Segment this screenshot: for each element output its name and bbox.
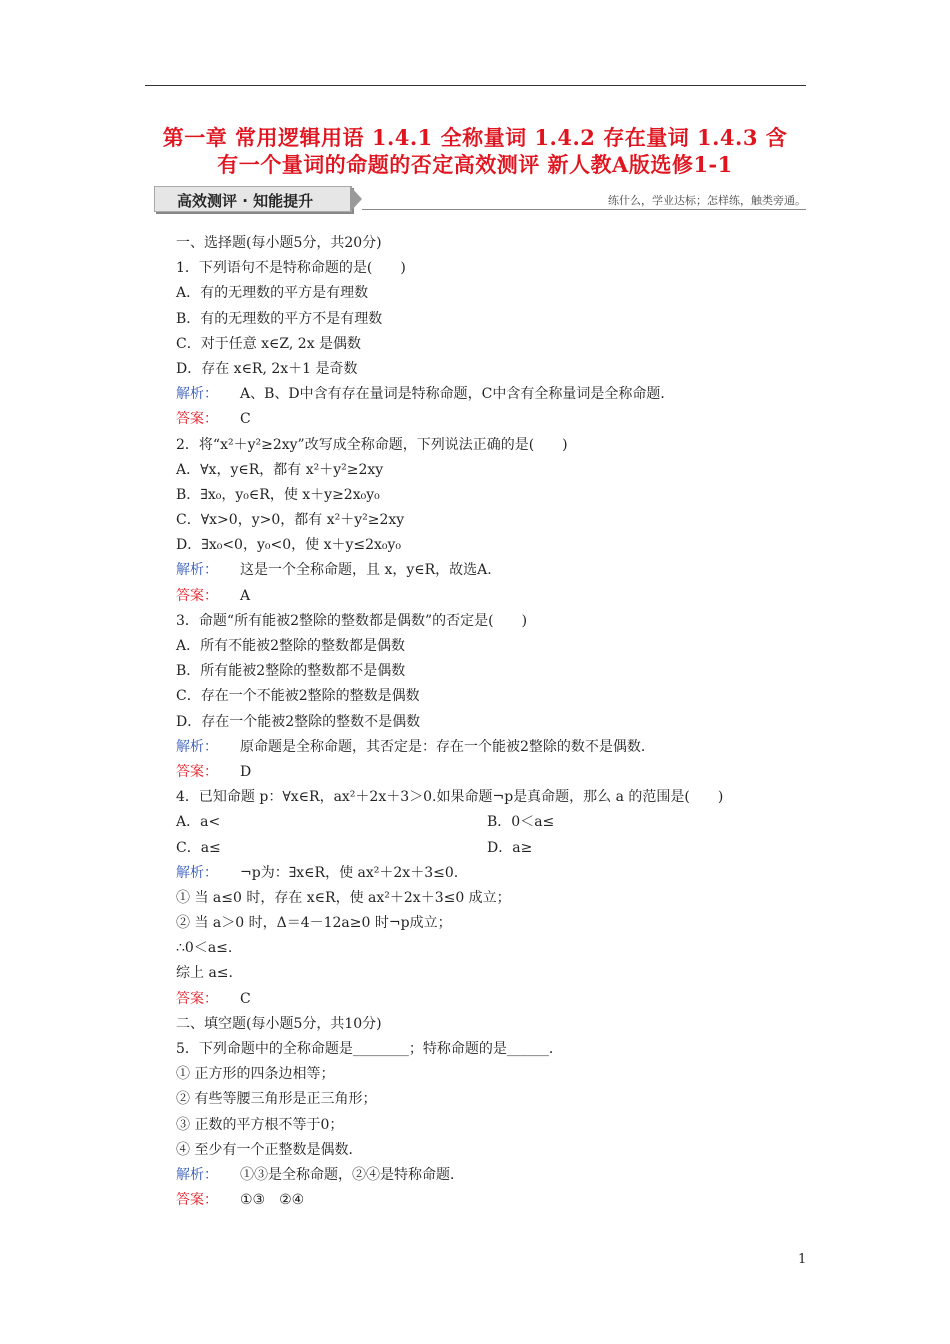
- q4-answer: [176, 987, 816, 1012]
- q4-analysis: [176, 861, 816, 886]
- q4-step-3: ∴0＜a≤.: [176, 940, 233, 957]
- q1-analysis: [176, 382, 816, 407]
- title-line-2: 有一个量词的命题的否定高效测评 新人教A版选修1-1: [217, 152, 733, 177]
- q2-option-c: C．∀x>0，y>0，都有 x²＋y²≥2xy: [176, 512, 405, 529]
- q5-answer: [176, 1188, 816, 1213]
- q5-stem: 5．下列命题中的全称命题是________；特称命题的是______．: [176, 1041, 563, 1057]
- banner-label: 高效测评 · 知能提升: [177, 192, 314, 210]
- q1-option-a: A．有的无理数的平方是有理数: [176, 285, 369, 302]
- q4-option-a: A．a<: [176, 814, 221, 831]
- q3-option-b: B．所有能被2整除的整数都不是偶数: [176, 663, 406, 680]
- banner-wedge: [350, 186, 362, 212]
- question-content: [176, 231, 816, 1213]
- q2-answer: [176, 584, 816, 609]
- analysis-label: 解析：: [176, 386, 218, 403]
- title-line-1: 第一章 常用逻辑用语 1.4.1 全称量词 1.4.2 存在量词 1.4.3 含: [162, 125, 788, 150]
- answer-label: 答案：: [176, 411, 218, 428]
- q4-stem: 4．已知命题 p：∀x∈R，ax²＋2x＋3＞0.如果命题¬p是真命题，那么 a 的范围是( ): [176, 789, 724, 806]
- q5-statement-2: ② 有些等腰三角形是正三角形；: [176, 1091, 377, 1108]
- q3-analysis-text: 原命题是全称命题，其否定是：存在一个能被2整除的数不是偶数．: [240, 738, 655, 755]
- answer-label: 答案：: [176, 763, 218, 780]
- analysis-label: 解析：: [176, 562, 218, 579]
- q4-option-c: C．a≤: [176, 839, 221, 856]
- q1-stem: 1．下列语句不是特称命题的是( ): [176, 260, 406, 277]
- q4-step-4: 综上 a≤.: [176, 965, 233, 982]
- q1-analysis-text: A、B、D中含有存在量词是特称命题，C中含有全称量词是全称命题．: [240, 386, 675, 403]
- page-number: 1: [798, 1252, 807, 1267]
- q1-option-c: C．对于任意 x∈Z, 2x 是偶数: [176, 335, 362, 352]
- analysis-label: 解析：: [176, 864, 218, 881]
- q1-answer: [176, 407, 816, 432]
- banner-box: [154, 186, 352, 212]
- q4-option-d: D．a≥: [487, 839, 533, 856]
- document-title: [140, 124, 810, 178]
- q4-step-2: ② 当 a＞0 时，Δ＝4－12a≥0 时¬p成立；: [176, 915, 452, 932]
- q2-option-d: D．∃x₀<0，y₀<0，使 x＋y≤2x₀y₀: [176, 537, 402, 554]
- q1-option-b: B．有的无理数的平方不是有理数: [176, 310, 383, 327]
- q4-options-ab: [176, 810, 816, 835]
- q3-option-c: C．存在一个不能被2整除的整数是偶数: [176, 688, 420, 705]
- q4-options-cd: [176, 836, 816, 861]
- q1-option-d: D．存在 x∈R, 2x＋1 是奇数: [176, 360, 358, 377]
- q3-answer-text: D: [240, 763, 252, 780]
- answer-label: 答案：: [176, 990, 218, 1007]
- answer-label: 答案：: [176, 1192, 218, 1209]
- q4-answer-text: C: [240, 990, 251, 1007]
- section-banner: [150, 186, 806, 212]
- q5-analysis: [176, 1163, 816, 1188]
- banner-motto: 练什么，学业达标；怎样练，触类旁通。: [608, 194, 806, 207]
- q2-stem: 2．将“x²＋y²≥2xy”改写成全称命题，下列说法正确的是( ): [176, 436, 568, 453]
- q2-answer-text: A: [240, 587, 251, 604]
- q4-step-1: ① 当 a≤0 时，存在 x∈R，使 ax²＋2x＋3≤0 成立；: [176, 889, 511, 906]
- q2-analysis: [176, 558, 816, 583]
- q1-answer-text: C: [240, 411, 251, 428]
- q5-statement-3: ③ 正数的平方根不等于0；: [176, 1116, 344, 1133]
- analysis-label: 解析：: [176, 1166, 218, 1183]
- q3-stem: 3．命题“所有能被2整除的整数都是偶数”的否定是( ): [176, 612, 528, 629]
- q4-analysis-text: ¬p为：∃x∈R，使 ax²＋2x＋3≤0.: [240, 864, 459, 881]
- q3-option-d: D．存在一个能被2整除的整数不是偶数: [176, 713, 421, 730]
- q3-option-a: A．所有不能被2整除的整数都是偶数: [176, 638, 406, 654]
- analysis-label: 解析：: [176, 738, 218, 755]
- q2-analysis-text: 这是一个全称命题，且 x，y∈R，故选A.: [240, 562, 492, 579]
- q2-option-a: A．∀x，y∈R，都有 x²＋y²≥2xy: [176, 461, 384, 478]
- header-rule: [145, 85, 806, 86]
- q3-answer: [176, 760, 816, 785]
- section-heading-fill: 二、填空题(每小题5分，共10分): [176, 1015, 382, 1032]
- q3-analysis: [176, 735, 816, 760]
- answer-label: 答案：: [176, 587, 218, 604]
- q4-option-b: B．0＜a≤: [487, 814, 555, 831]
- q5-statement-4: ④ 至少有一个正整数是偶数．: [176, 1141, 363, 1158]
- section-heading-choice: 一、选择题(每小题5分，共20分): [176, 235, 382, 251]
- q5-analysis-text: ①③是全称命题，②④是特称命题．: [240, 1166, 464, 1183]
- banner-underline: [362, 209, 806, 210]
- q5-answer-text: ①③ ②④: [240, 1192, 305, 1209]
- q5-statement-1: ① 正方形的四条边相等；: [176, 1066, 335, 1083]
- q2-option-b: B．∃x₀，y₀∈R，使 x＋y≥2x₀y₀: [176, 486, 380, 503]
